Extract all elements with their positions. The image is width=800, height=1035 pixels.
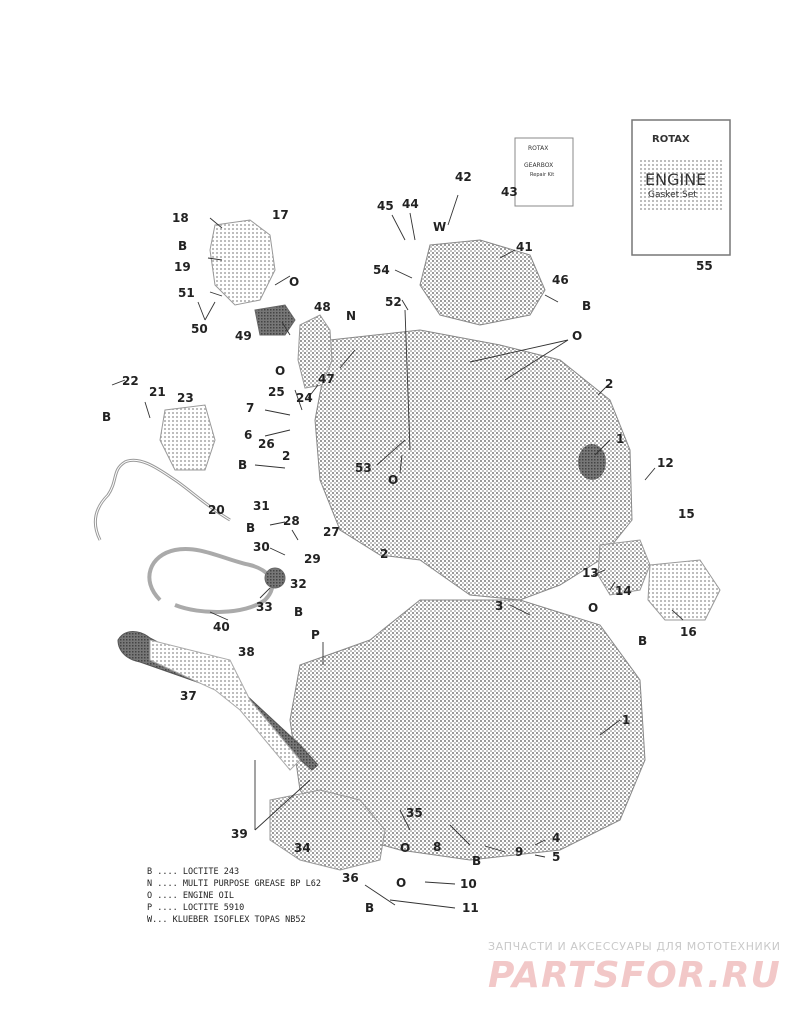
legend-item: O .... ENGINE OIL	[147, 891, 234, 901]
callout-47: 47	[318, 372, 335, 386]
seal-1	[578, 444, 606, 480]
callout-44: 44	[402, 197, 419, 211]
symbol-engine-oil: O	[275, 364, 286, 378]
callout-42: 42	[455, 170, 472, 184]
kit-box-title: GEARBOX	[524, 162, 554, 169]
callout-33: 33	[256, 600, 273, 614]
symbol-engine-oil: O	[588, 601, 599, 615]
part-15	[648, 560, 720, 620]
callout-1: 1	[622, 713, 631, 727]
part-17-cluster	[210, 220, 275, 305]
callout-19: 19	[174, 260, 191, 274]
symbol-engine-oil: O	[388, 473, 399, 487]
symbol-loctite-243: B	[365, 901, 375, 915]
callout-31: 31	[253, 499, 270, 513]
callout-20: 20	[208, 503, 225, 517]
watermark-subtitle: ЗАПЧАСТИ И АКСЕССУАРЫ ДЛЯ МОТОТЕХНИКИ	[488, 940, 781, 953]
watermark-logo: PARTSFOR.RU	[488, 955, 781, 996]
gasket-box-title: ENGINE	[645, 170, 707, 189]
callout-49: 49	[235, 329, 252, 343]
callout-38: 38	[238, 645, 255, 659]
watermark	[488, 940, 788, 996]
callout-12: 12	[657, 456, 674, 470]
callout-8: 8	[433, 840, 442, 854]
callout-34: 34	[294, 841, 311, 855]
callout-1: 1	[616, 432, 625, 446]
symbol-loctite-243: B	[178, 239, 188, 253]
symbol-loctite-243: B	[102, 410, 112, 424]
symbol-loctite-243: B	[246, 521, 256, 535]
callout-36: 36	[342, 871, 359, 885]
callout-32: 32	[290, 577, 307, 591]
callout-2: 2	[380, 547, 389, 561]
symbol-engine-oil: O	[396, 876, 407, 890]
callout-4: 4	[552, 831, 561, 845]
kit-box-brand: ROTAX	[528, 145, 549, 152]
part-32	[265, 568, 285, 588]
callout-3: 3	[495, 599, 504, 613]
callout-25: 25	[268, 385, 285, 399]
callout-18: 18	[172, 211, 189, 225]
callout-50: 50	[191, 322, 208, 336]
symbol-klueber: W	[433, 220, 447, 234]
callout-52: 52	[385, 295, 402, 309]
legend-item: W... KLUEBER ISOFLEX TOPAS NB52	[147, 915, 306, 925]
gasket-box-subtitle: Gasket Set	[648, 190, 697, 200]
callout-15: 15	[678, 507, 695, 521]
hose-40	[149, 549, 272, 612]
symbol-loctite-5910: P	[311, 628, 320, 642]
symbol-loctite-243: B	[582, 299, 592, 313]
callout-41: 41	[516, 240, 533, 254]
symbol-engine-oil: O	[572, 329, 583, 343]
rail-38	[150, 640, 300, 770]
symbol-loctite-243: B	[238, 458, 248, 472]
callout-23: 23	[177, 391, 194, 405]
callout-11: 11	[462, 901, 479, 915]
callout-55: 55	[696, 259, 713, 273]
callout-53: 53	[355, 461, 372, 475]
callout-26: 26	[258, 437, 275, 451]
callout-17: 17	[272, 208, 289, 222]
callout-7: 7	[246, 401, 255, 415]
callout-45: 45	[377, 199, 394, 213]
legend-item: N .... MULTI PURPOSE GREASE BP L62	[147, 879, 321, 889]
callout-5: 5	[552, 850, 561, 864]
callout-14: 14	[615, 584, 632, 598]
callout-28: 28	[283, 514, 300, 528]
callout-21: 21	[149, 385, 166, 399]
part-49	[255, 305, 295, 335]
callout-40: 40	[213, 620, 230, 634]
callout-2: 2	[282, 449, 291, 463]
kit-box-subtitle: Repair Kit	[530, 172, 555, 178]
callout-35: 35	[406, 806, 423, 820]
callout-24: 24	[296, 391, 313, 405]
callout-10: 10	[460, 877, 477, 891]
callout-29: 29	[304, 552, 321, 566]
callout-2: 2	[605, 377, 614, 391]
symbol-engine-oil: O	[289, 275, 300, 289]
callout-51: 51	[178, 286, 195, 300]
callout-22: 22	[122, 374, 139, 388]
callout-9: 9	[515, 845, 524, 859]
callout-13: 13	[582, 566, 599, 580]
symbol-grease: N	[346, 309, 357, 323]
callout-6: 6	[244, 428, 253, 442]
callout-27: 27	[323, 525, 340, 539]
legend-item: P .... LOCTITE 5910	[147, 903, 245, 913]
symbol-loctite-243: B	[294, 605, 304, 619]
callout-30: 30	[253, 540, 270, 554]
gasket-box-brand: ROTAX	[652, 134, 690, 145]
callout-54: 54	[373, 263, 390, 277]
callout-16: 16	[680, 625, 697, 639]
symbol-engine-oil: O	[400, 841, 411, 855]
callout-48: 48	[314, 300, 331, 314]
callout-43: 43	[501, 185, 518, 199]
legend-item: B .... LOCTITE 243	[147, 867, 240, 877]
symbol-loctite-243: B	[638, 634, 648, 648]
part-23	[160, 405, 215, 470]
legend	[147, 866, 321, 926]
callout-46: 46	[552, 273, 569, 287]
callout-37: 37	[180, 689, 197, 703]
callout-39: 39	[231, 827, 248, 841]
symbol-loctite-243: B	[472, 854, 482, 868]
